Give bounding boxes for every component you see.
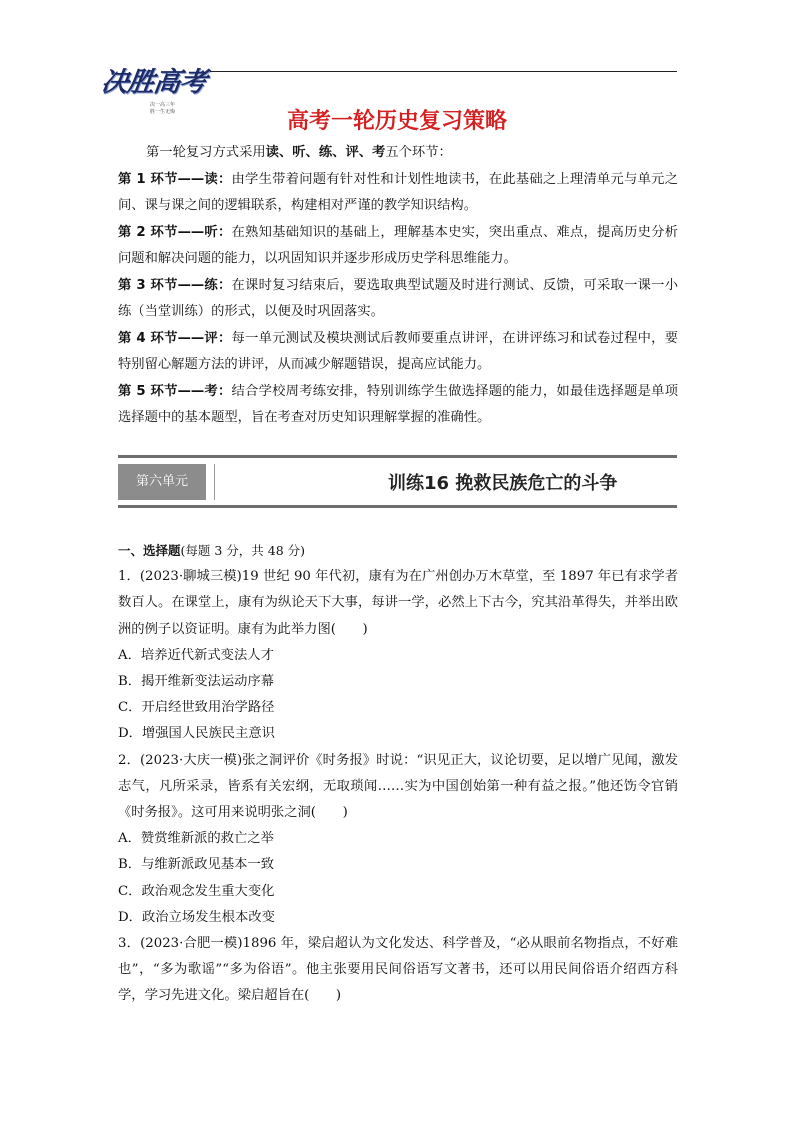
step-label: 第 3 环节——练： — [118, 277, 232, 293]
question-1 — [118, 564, 678, 747]
unit-banner — [118, 455, 677, 508]
step-label: 第 1 环节——读： — [118, 171, 232, 187]
section-heading-rest: (每题 3 分，共 48 分) — [180, 543, 306, 558]
question-2 — [118, 748, 678, 931]
page-title — [0, 104, 794, 135]
strategy-step-4 — [118, 326, 678, 379]
strategy-section — [118, 140, 678, 432]
question-3 — [118, 931, 678, 1010]
logo-text: 决胜高考 — [99, 67, 208, 98]
unit-top-rule — [118, 455, 677, 458]
option-a: A．赞赏维新派的救亡之举 — [118, 831, 274, 847]
step-text: 结合学校周考练安排，特别训练学生做选择题的能力，如最佳选择题是单项选择题中的基本题型，旨在考查对历史知识理解掌握的准确性。 — [118, 383, 678, 425]
intro-pre: 第一轮复习方式采用 — [146, 145, 266, 160]
questions-section — [118, 538, 678, 1010]
section-heading-bold: 一、选择题 — [118, 543, 181, 558]
step-label: 第 4 环节——评： — [118, 330, 232, 346]
unit-title: 训练16 挽救民族危亡的斗争 — [388, 473, 618, 494]
question-stem: 2．(2023·大庆一模)张之洞评价《时务报》时说：“识见正大，议论切要，足以增广见闻，激发志气，凡所采录，皆系有关宏纲，无取琐闻……实为中国创始第一种有益之报。”他还饬令官销《时务报》。这可用来说明张之洞( ) — [118, 752, 678, 821]
question-stem: 1．(2023·聊城三模)19 世纪 90 年代初，康有为在广州创办万木草堂，至 1897 年已有求学者数百人。在课堂上，康有为纵论天下大事，每讲一学，必然上下古今，究其沿革得失，并举出欧洲的例子以资证明。康有为此举力图( ) — [118, 569, 678, 637]
option-c: C．开启经世致用治学路径 — [118, 700, 275, 716]
option-b: B．与维新派政见基本一致 — [118, 857, 275, 873]
unit-separator — [214, 464, 215, 500]
page-title-text: 高考一轮历史复习策略 — [286, 109, 507, 134]
option-d: D．增强国人民族民主意识 — [118, 726, 275, 742]
step-text: 由学生带着问题有针对性和计划性地读书，在此基础之上理清单元与单元之间、课与课之间的逻辑联系，构建相对严谨的教学知识结构。 — [118, 171, 678, 213]
option-d: D．政治立场发生根本改变 — [118, 909, 275, 925]
step-label: 第 2 环节——听： — [118, 224, 232, 240]
logo-slogan-line-1: 决一高三年 — [150, 102, 176, 108]
intro-post: 五个环节： — [385, 145, 452, 160]
option-a: A．培养近代新式变法人才 — [118, 647, 274, 663]
strategy-step-1 — [118, 167, 678, 220]
strategy-step-5 — [118, 379, 678, 432]
header-divider — [210, 71, 677, 72]
strategy-step-3 — [118, 273, 678, 326]
question-stem: 3．(2023·合肥一模)1896 年，梁启超认为文化发达、科学普及，“必从眼前名物指点，不好难也”，“多为歌谣”“多为俗语”。他主张要用民间俗语写文著书，还可以用民间俗语介绍西方科学，学习先进文化。梁启超旨在( ) — [118, 936, 678, 1004]
intro-bold: 读、听、练、评、考 — [265, 145, 386, 160]
step-text: 在熟知基础知识的基础上，理解基本史实，突出重点、难点，提高历史分析问题和解决问题的能力，以巩固知识并逐步形成历史学科思维能力。 — [118, 224, 678, 266]
strategy-intro — [118, 140, 678, 167]
logo-slogan-line-2: 胜一生无悔 — [150, 109, 176, 115]
strategy-step-2 — [118, 220, 678, 273]
step-text: 每一单元测试及模块测试后教师要重点讲评，在讲评练习和试卷过程中，要特别留心解题方法的讲评，从而减少解题错误，提高应试能力。 — [118, 330, 678, 372]
option-c: C．政治观念发生重大变化 — [118, 883, 275, 899]
section-heading — [118, 538, 678, 564]
unit-tab: 第六单元 — [118, 464, 206, 500]
step-text: 在课时复习结束后，要选取典型试题及时进行测试、反馈，可采取一课一小练（当堂训练）的形式，以便及时巩固落实。 — [118, 277, 678, 319]
step-label: 第 5 环节——考： — [118, 383, 232, 399]
unit-bottom-rule — [118, 505, 677, 508]
option-b: B．揭开维新变法运动序幕 — [118, 674, 275, 690]
